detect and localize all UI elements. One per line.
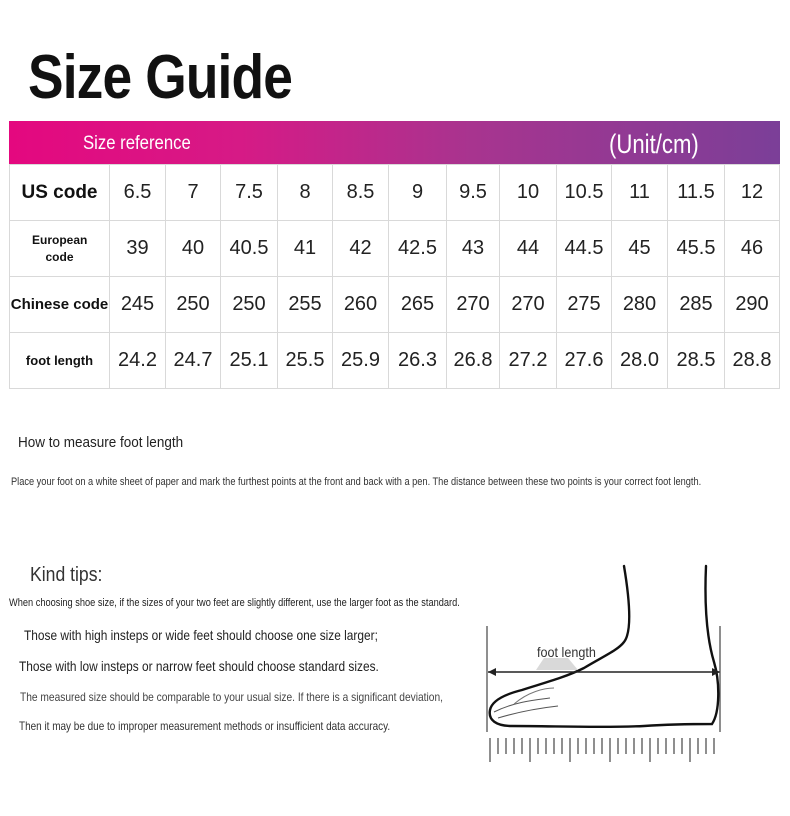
table-cell: 27.2 <box>500 333 557 389</box>
table-cell: 43 <box>447 221 500 277</box>
tip-item: Then it may be due to improper measurement methods or insufficient data accuracy. <box>19 719 391 733</box>
tip-item: When choosing shoe size, if the sizes of your two feet are slightly different, use the larger foot as the standard. <box>9 597 460 609</box>
table-cell: 28.5 <box>668 333 725 389</box>
tip-item: Those with high insteps or wide feet should choose one size larger; <box>24 627 378 643</box>
table-cell: 41 <box>278 221 333 277</box>
table-cell: 6.5 <box>110 165 166 221</box>
table-cell: 275 <box>557 277 612 333</box>
table-cell: 260 <box>333 277 389 333</box>
table-cell: 8 <box>278 165 333 221</box>
tip-item: Those with low insteps or narrow feet should choose standard sizes. <box>19 658 379 674</box>
table-cell: 42.5 <box>389 221 447 277</box>
table-row-us <box>10 165 780 221</box>
table-row-foot-length <box>10 333 780 389</box>
table-cell: 44 <box>500 221 557 277</box>
table-cell: 11.5 <box>668 165 725 221</box>
foot-length-label: foot length <box>537 644 596 660</box>
row-header: foot length <box>10 333 110 389</box>
table-cell: 270 <box>447 277 500 333</box>
table-cell: 40.5 <box>221 221 278 277</box>
table-cell: 44.5 <box>557 221 612 277</box>
measure-instructions: Place your foot on a white sheet of paper and mark the furthest points at the front and back with a pen. The distance between these two points is your correct foot length. <box>11 476 702 488</box>
table-cell: 45 <box>612 221 668 277</box>
table-cell: 26.8 <box>447 333 500 389</box>
page-title: Size Guide <box>28 43 292 112</box>
table-cell: 24.2 <box>110 333 166 389</box>
table-cell: 245 <box>110 277 166 333</box>
table-cell: 255 <box>278 277 333 333</box>
table-cell: 39 <box>110 221 166 277</box>
table-cell: 280 <box>612 277 668 333</box>
table-cell: 28.8 <box>725 333 780 389</box>
table-cell: 250 <box>166 277 221 333</box>
table-cell: 40 <box>166 221 221 277</box>
table-cell: 285 <box>668 277 725 333</box>
size-reference-label: Size reference <box>83 133 191 154</box>
table-cell: 24.7 <box>166 333 221 389</box>
foot-ruler-icon <box>484 562 724 772</box>
measure-heading: How to measure foot length <box>18 434 184 451</box>
table-cell: 12 <box>725 165 780 221</box>
table-cell: 270 <box>500 277 557 333</box>
table-cell: 25.9 <box>333 333 389 389</box>
table-cell: 42 <box>333 221 389 277</box>
table-cell: 11 <box>612 165 668 221</box>
table-cell: 28.0 <box>612 333 668 389</box>
table-cell: 46 <box>725 221 780 277</box>
table-cell: 10.5 <box>557 165 612 221</box>
table-cell: 10 <box>500 165 557 221</box>
table-cell: 26.3 <box>389 333 447 389</box>
tip-item: The measured size should be comparable to your usual size. If there is a significant deviation, <box>20 690 443 704</box>
size-reference-band <box>9 121 780 164</box>
row-header: US code <box>10 165 110 221</box>
table-cell: 45.5 <box>668 221 725 277</box>
table-row-european <box>10 221 780 277</box>
table-cell: 290 <box>725 277 780 333</box>
size-table <box>9 164 780 389</box>
unit-label: (Unit/cm) <box>609 129 699 159</box>
table-cell: 265 <box>389 277 447 333</box>
tips-heading: Kind tips: <box>30 564 103 586</box>
table-cell: 250 <box>221 277 278 333</box>
table-cell: 27.6 <box>557 333 612 389</box>
table-cell: 7 <box>166 165 221 221</box>
table-cell: 8.5 <box>333 165 389 221</box>
row-header: European code <box>10 221 110 277</box>
table-cell: 9.5 <box>447 165 500 221</box>
table-row-chinese <box>10 277 780 333</box>
table-cell: 25.1 <box>221 333 278 389</box>
table-cell: 7.5 <box>221 165 278 221</box>
row-header: Chinese code <box>10 277 110 333</box>
table-cell: 25.5 <box>278 333 333 389</box>
table-cell: 9 <box>389 165 447 221</box>
